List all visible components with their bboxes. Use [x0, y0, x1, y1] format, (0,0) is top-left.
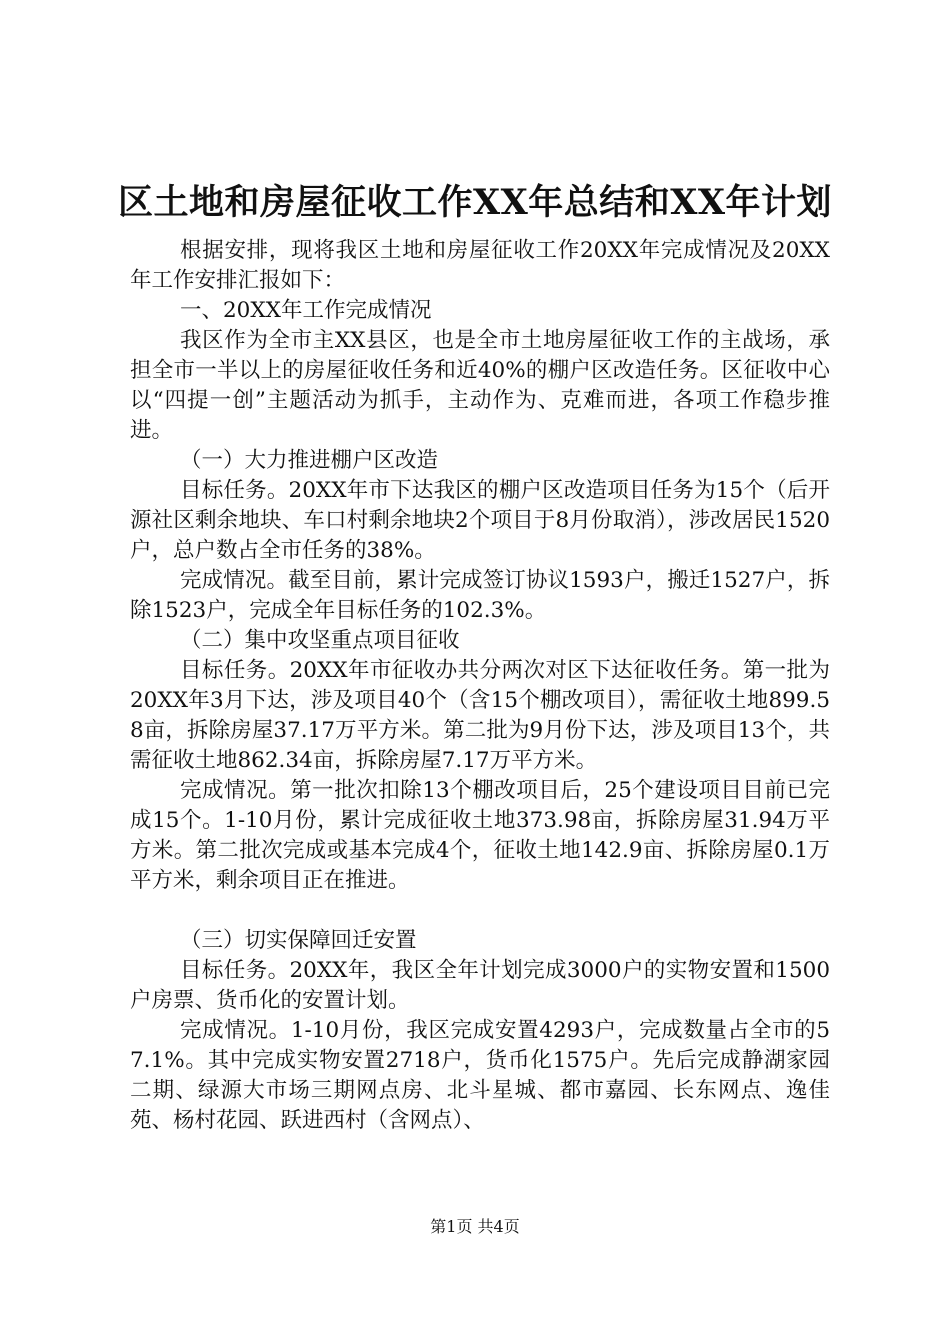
paragraph-overview: 我区作为全市主XX县区，也是全市土地房屋征收工作的主战场，承担全市一半以上的房屋征收任务和近40%的棚户区改造任务。区征收中心以“四提一创”主题活动为抓手，主动作为、克难而进，各项工作稳步推进。: [130, 328, 830, 443]
paragraph-target-3: 目标任务。20XX年，我区全年计划完成3000户的实物安置和1500户房票、货币化的安置计划。: [130, 958, 830, 1013]
subsection-heading-1: （一）大力推进棚户区改造: [180, 448, 439, 473]
paragraph-result-2: 完成情况。第一批次扣除13个棚改项目后，25个建设项目目前已完成15个。1-10月份，累计完成征收土地373.98亩，拆除房屋31.94万平方米。第二批次完成或基本完成4个，征收土地142.9亩、拆除房屋0.1万平方米，剩余项目正在推进。: [130, 778, 830, 893]
page-footer: 第1页 共4页: [430, 1217, 520, 1236]
paragraph-intro: 根据安排，现将我区土地和房屋征收工作20XX年完成情况及20XX年工作安排汇报如下：: [130, 238, 830, 293]
paragraph-target-2: 目标任务。20XX年市征收办共分两次对区下达征收任务。第一批为20XX年3月下达，涉及项目40个（含15个棚改项目），需征收土地899.58亩，拆除房屋37.17万平方米。第二批为9月份下达，涉及项目13个，共需征收土地862.34亩，拆除房屋7.17万平方米。: [130, 658, 830, 773]
paragraph-target-1: 目标任务。20XX年市下达我区的棚户区改造项目任务为15个（后开源社区剩余地块、车口村剩余地块2个项目于8月份取消），涉改居民1520户，总户数占全市任务的38%。: [130, 478, 830, 563]
document-body: [130, 236, 830, 1136]
paragraph-result-3: 完成情况。1-10月份，我区完成安置4293户，完成数量占全市的57.1%。其中完成实物安置2718户，货币化1575户。先后完成静湖家园二期、绿源大市场三期网点房、北斗星城、都市嘉园、长东网点、逸佳苑、杨村花园、跃进西村（含网点）、: [130, 1018, 830, 1133]
section-heading-1: 一、20XX年工作完成情况: [180, 298, 432, 323]
subsection-heading-2: （二）集中攻坚重点项目征收: [180, 628, 460, 653]
paragraph-spacer: [130, 896, 830, 926]
document-title: 区土地和房屋征收工作XX年总结和XX年计划: [117, 182, 833, 223]
paragraph-result-1: 完成情况。截至目前，累计完成签订协议1593户，搬迁1527户，拆除1523户，完成全年目标任务的102.3%。: [130, 568, 830, 623]
subsection-heading-3: （三）切实保障回迁安置: [180, 928, 417, 953]
